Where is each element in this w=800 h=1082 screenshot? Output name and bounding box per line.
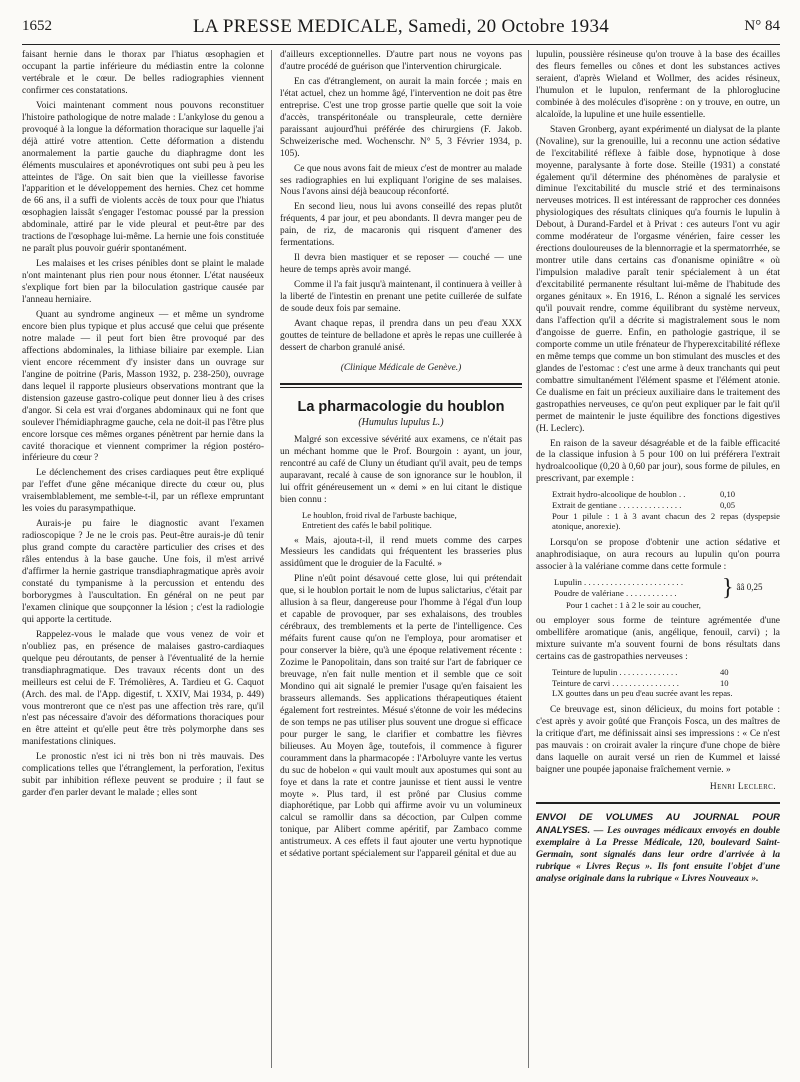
rx-quantity: 40 (720, 666, 729, 677)
page-number: 1652 (22, 18, 52, 34)
rx-quantity: ââ 0,25 (736, 582, 763, 593)
column-3 (536, 50, 780, 1070)
paragraph: Il devra bien mastiquer et se reposer — couché — une heure de temps après avoir mangé. (280, 253, 522, 276)
paragraph: Ce breuvage est, sinon délicieux, du moins fort potable : c'est après y avoir goûté que François Fosca, un des maîtres de la critique d'art, me définissait ainsi ses impressions : « Ce n'est pas mauvais : on croirait avaler la rinçure d'une chope de bière dans laquelle on aurait versé un rien de Kummel et laissé baigner une poupée japonaise fraîchement vernie. » (536, 704, 780, 775)
paragraph: lupulin, poussière résineuse qu'on trouve à la base des écailles des fleurs femelles ou cônes et dont les substances actives seraient, d'après Wieland et Wollmer, des acides résineux, l'humulon et le lupulon, renfermant de la phloroglucine combinée à des molécules d'isoprène : on y trouve, en outre, un alcaloïde, la lupuline et une huile essentielle. (536, 50, 780, 120)
prescription-tincture (536, 667, 780, 699)
issue-date: Samedi, 20 Octobre 1934 (407, 16, 610, 37)
paragraph: Staven Gronberg, ayant expérimenté un dialysat de la plante (Novaline), sur la grenouille, lui a reconnu une action sédative de l'excitabilité réflexe à faible dose, hypnotique à dose moyenne, paralysante à forte dose. Steille (1931) a constaté également qu'il détermine des phénomènes de paralysie et diminue l'excitabilité du muscle strié et des terminaisons nerveuses motrices. Il est intéressant de rapprocher ces données physiologiques des résultats cliniques qu'a fournis le lupulin à Debout, à Durand-Fardel et à Privat : ces auteurs l'ont vu agir comme modérateur de l'orgasme vénérien, faire cesser les érections douloureuses de la blennorragie et la spermatorrhée, se montrer utile dans certains cas d'onanisme opiniâtre « où l'impulsion maladive paraît tenir spécialement à un état d'excitabilité permanente résultant lui-même de l'habitude des organes génitaux ». En 1916, L. Rénon a signalé les services qu'il pouvait rendre, comme équilibrant du système nerveux, dans l'affection qu'il a décrite si magistralement sous le nom d'angoisse de guerre. Enfin, en pathologie gastrique, il se comporte comme un utile frénateur de l'hyperexcitabilité réflexe en même temps que comme un bon stimulant des muscles et des glandes de l'estomac : c'est une arme à deux tranchants qui peut combattre simultanément l'élément spasme et l'élément atonie. Ce dualisme en fait un précieux auxiliaire dans le traitement des gastropathies nerveuses, ce qu'on peut expliquer par le fait qu'il permet de maintenir le juste équilibre des fonctions digestives (H. Leclerc). (536, 124, 780, 434)
paragraph: « Mais, ajouta-t-il, il rend muets comme des carpes Messieurs les candidats qui fréquentent les brasseries plus assidûment que le droguier de la Faculté. » (280, 535, 522, 570)
verse-line: Entretient des cafés le babil politique. (302, 520, 432, 530)
rx-quantity: 0,05 (720, 499, 736, 510)
rx-ingredient: Poudre de valériane . . . . . . . . . . . . (554, 587, 677, 598)
article-title: La pharmacologie du houblon (297, 398, 505, 415)
column-2 (280, 50, 522, 1070)
rx-quantity: 10 (720, 677, 729, 688)
paragraph: Lorsqu'on se propose d'obtenir une action sédative et anaphrodisiaque, on aura recours au lupulin qu'on pourra associer à la valériane comme dans cette formule : (536, 537, 780, 572)
article-subtitle: (Humulus lupulus L.) (358, 416, 444, 428)
prescription-cachet (536, 574, 780, 601)
paragraph: Voici maintenant comment nous pouvons reconstituer l'histoire pathologique de notre malade : L'ankylose du genou a provoqué à la longue la déformation thoracique sur laquelle j'ai déjà attiré votre attention. Cette déformation a distendu anormalement la partie gauche du diaphragme dont les éléments musculaires et aponévrotiques ont subi peu à peu les atteintes de l'âge. On sait bien que la vieillesse favorise l'apparition et le développement des hernies. Chez cet homme de 66 ans, il a suffi de violents accès de toux pour que l'hiatus œsophagien laissât s'engager l'estomac poussé par la pression abdominale, attiré par le vide pleural et peut-être par des tractions de l'œsophage lui-même. La hernie une fois constituée ne paraît plus pouvoir guérir spontanément. (22, 100, 264, 255)
paragraph: faisant hernie dans le thorax par l'hiatus œsophagien et occupant la partie inférieure du médiastin entre la colonne vertébrale et le cœur. De belles radiographies viennent confirmer ces constatations. (22, 50, 264, 96)
journal-title: LA PRESSE MEDICALE, (192, 16, 403, 37)
prescription-pills (536, 489, 780, 531)
paragraph: En second lieu, nous lui avons conseillé des repas plutôt fréquents, 4 par jour, et peu abondants. Il devra manger peu de pain, de riz, de macaronis qui risquent d'amener des fermentations. (280, 202, 522, 249)
paragraph: Pline n'eût point désavoué cette glose, lui qui prétendait que, si le houblon portait le nom de lupus salictarius, c'était par allusion à sa fleur, dangereuse pour l'homme à l'égal d'un loup et capable de provoquer, par ses exhalaisons, des troubles cérébraux, des tremblements et la perte de l'intelligence. Ces méfaits furent cause qu'on ne l'employa, pour aromatiser et pour conserver la bière, qu'à une époque relativement récente : Zozime le Panopolitain, dans son traité sur l'art de fabriquer ce breuvage, n'en fait nulle mention et il semble que ce soit Mondino qui ait signalé le premier l'usage qu'en faisaient les brasseurs allemands. Ses applications thérapeutiques étaient également fort restreintes. Mésué s'étonne de voir les médecins de son temps ne pas utiliser plus souvent une drogue si efficace pour purger le sang, le clarifier et combattre les fièvres bilieuses. Au Moyen âge, toutefois, il commence à figurer couramment dans la pharmacopée : l'Arboluyre vante les vertus du suc de hobelon « qui vault moult aux apostumes qui sont au foye et dans la rate et contre jaunisse et tient aussi le ventre moyte ». Plus tard, il est prôné par Clusius comme diaphorétique, par Lobb qui affirme avoir vu un volumineux calcul se ramollir dans sa décoction, par Culpen comme tonique, par Alibert comme apéritif, par Zambaco comme antistrumeux. A ces effets il faut ajouter une vertu hypnotique et sédative portant spécialement sur l'appareil génital et due au (280, 574, 522, 860)
column-1 (22, 50, 264, 1070)
paragraph: Le pronostic n'est ici ni très bon ni très mauvais. Des complications telles que l'étranglement, la perforation, l'exitus subit par inhibition réflexe peuvent se produire ; il faut se garder d'en parler devant le malade ; elles sont (22, 752, 264, 799)
rx-ingredient: Teinture de carvi . . . . . . . . . . . . . . . . (552, 677, 679, 688)
paragraph: Les malaises et les crises pénibles dont se plaint le malade n'ont maintenant plus rien pour nous étonner. L'état nauséeux s'explique fort bien par la biloculation gastrique causée par l'anneau herniaire. (22, 259, 264, 306)
rx-instructions: Pour 1 pilule : 1 à 3 avant chacun des 2 repas (dyspepsie atonique, anorexie). (552, 510, 780, 532)
author-signature: Henri Leclerc. (709, 782, 776, 793)
rx-ingredient: Extrait hydro-alcoolique de houblon . . (552, 489, 686, 500)
rx-instructions: LX gouttes dans un peu d'eau sucrée avant les repas. (552, 688, 733, 699)
notice (536, 812, 780, 885)
column-divider (528, 50, 529, 1068)
paragraph: Avant chaque repas, il prendra dans un peu d'eau XXX gouttes de teinture de belladone et après le repas une cuillerée à dessert de charbon granulé anisé. (280, 319, 522, 353)
verse-line: Le houblon, froid rival de l'arbuste bachique, (302, 509, 457, 520)
paragraph: Ce que nous avons fait de mieux c'est de montrer au malade ses radiographies en lui expliquant l'origine de ses malaises. Nous l'avons ainsi déjà beaucoup réconforté. (280, 163, 522, 198)
paragraph: Malgré son excessive sévérité aux examens, ce n'était pas un méchant homme que le Prof. Bourgoin : ayant, un jour, rencontré au café de Cluny un étudiant qu'il avait, peu de temps auparavant, recalé à cause de son ignorance sur le houblon, il lui offrit généreusement un « demi » en lui citant le distique bien connu : (280, 434, 522, 505)
article-source: (Clinique Médicale de Genève.) (340, 362, 462, 373)
paragraph: Le déclenchement des crises cardiaques peut être expliqué par l'effet d'une gêne mécanique directe du cœur ou, plus vraisemblablement, me semble-t-il, par un réflexe empruntant les voies du parasympathique. (22, 468, 264, 515)
paragraph: Quant au syndrome angineux — et même un syndrome encore bien plus typique et plus accusé que celui que présente notre malade — il peut fort bien être provoqué par des affections abdominales, la lithiase biliaire par exemple. Lian vient encore récemment d'y insister dans un ouvrage sur l'angine de poitrine (Paris, Masson 1932, p. 238-250), ouvrage dans lequel il rapporte plusieurs observations montrant que la distension gazeuse gastro-colique peut donner lieu à des crises d'angor. Si cela est vrai d'organes abdominaux qui ne font que soulever l'hémidiaphragme gauche, cela ne doit-il pas l'être plus encore lorsque ces mêmes organes pénètrent par hernie dans la cavité thoracique et viennent comprimer la région postéro-inférieure du cœur ? (22, 310, 264, 464)
page-header (22, 16, 780, 45)
brace-symbol: } (722, 574, 734, 601)
issue-number: N° 84 (744, 18, 780, 34)
rx-ingredient: Extrait de gentiane . . . . . . . . . . . . . . . (552, 499, 682, 510)
paragraph: En raison de la saveur désagréable et de la faible efficacité de la classique infusion à 5 pour 100 on lui préférera l'extrait hydroalcoolique (0,20 à 0,60 par jour), sous forme de pilules, en prescrivant, par exemple : (536, 438, 780, 485)
rx-instructions: Pour 1 cachet : 1 à 2 le soir au coucher, (566, 599, 701, 610)
column-divider (271, 50, 272, 1068)
paragraph: En cas d'étranglement, on aurait la main forcée ; mais en l'état actuel, chez un homme âgé, l'intervention ne doit pas être entreprise. C'est une trop grosse partie quelle que soit la voie d'accès, transpéritonéale ou transpleurale, cette dernière paraissant aujourd'hui préférée des chirurgiens (F. Jakob. Schweizerische med. Wochenschr. N° 5, 3 Février 1934, p. 105). (280, 76, 522, 159)
notice-heading: ENVOI DE VOLUMES AU JOURNAL POUR ANALYSES. (536, 812, 780, 836)
notice-body: — Les ouvrages médicaux envoyés en double exemplaire à La Presse Médicale, 120, boulevard Saint-Germain, sont signalés dans leur ordre d'arrivée à la rubrique « Livres Reçus ». Ils font ensuite l'objet d'une analyse originale dans la rubrique « Livres Nouveaux ». (536, 824, 780, 885)
notice-separator (536, 802, 780, 804)
rx-quantity: 0,10 (720, 489, 736, 500)
rx-ingredient: Teinture de lupulin . . . . . . . . . . . . . . (552, 666, 678, 677)
article-separator (280, 383, 522, 388)
paragraph: Comme il l'a fait jusqu'à maintenant, il continuera à veiller à la liberté de l'intestin en prenant une petite cuillerée de sulfate de soude deux fois par semaine. (280, 280, 522, 315)
paragraph: Aurais-je pu faire le diagnostic avant l'examen radioscopique ? Je ne le crois pas. Peut-être aurais-je dû tenir plus grand compte du caractère particulier des crises et des râles entendus à la base gauche. Une fois, il m'est arrivé d'affirmer la hernie gastrique transdiaphragmatique après avoir constaté du tympanisme à la percussion et entendu des borborygmes à l'auscultation. En général on ne peut par l'examen clinique que soupçonner la lésion ; c'est la radiologie qui apporte la certitude. (22, 519, 264, 625)
paragraph: d'ailleurs exceptionnelles. D'autre part nous ne voyons pas d'autre procédé de guérison que l'intervention chirurgicale. (280, 50, 522, 72)
rx-ingredient: Lupulin . . . . . . . . . . . . . . . . . . . . . . . (554, 576, 684, 587)
paragraph: ou employer sous forme de teinture agrémentée d'une ombellifère aromatique (anis, angélique, fenouil, carvi) ; la mixture suivante m'a souvent fourni de bons résultats dans certains cas de gastropathies nerveuses : (536, 616, 780, 662)
paragraph: Rappelez-vous le malade que vous venez de voir et n'oubliez pas, en présence de malaises gastro-cardiaques quelque peu déroutants, de penser à l'éventualité de la hernie transdiaphragmatique. Des travaux récents dont un des meilleurs est celui de F. Trémolières, A. Tardieu et G. Caquot (Arch. des mal. de l'App. digestif, t. XXIV, Mai 1934, p. 449) vous montreront que ce n'est pas une affection très rare, qu'il n'est pas nécessaire d'avoir des déformations thoraciques pour en être atteint et qu'elle peut être très polymorphe dans ses manifestations cliniques. (22, 629, 264, 748)
journal-title-line (22, 16, 780, 38)
